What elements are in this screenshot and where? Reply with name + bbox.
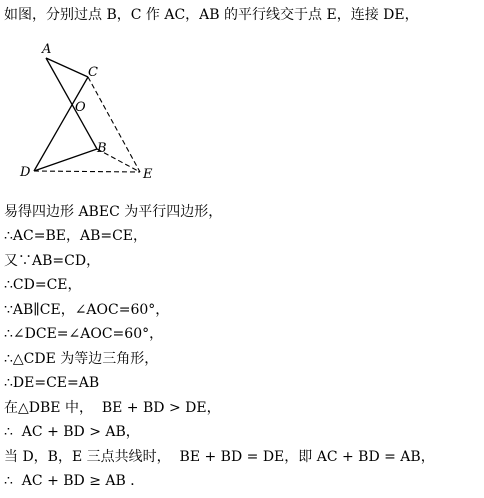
proof-line: ∴AC=BE，AB=CE， [4,228,148,244]
proof-line: ∴ AC + BD > AB， [4,424,140,440]
segment-db [34,149,97,171]
segment-cd [34,77,88,171]
label-o: O [75,100,86,115]
proof-line: ∴DE=CE=AB [4,375,100,391]
proof-line: ∴ AC + BD ≥ AB ． [4,473,145,489]
label-b: B [97,141,107,156]
proof-line: ∴CD=CE， [4,277,82,293]
label-c: C [88,65,98,80]
segment-ac [46,58,88,77]
proof-line: 易得四边形 ABEC 为平行四边形， [4,204,223,220]
proof-line: ∴∠DCE=∠AOC=60°， [4,326,164,342]
label-d: D [20,165,31,180]
proof-line: ∵AB∥CE，∠AOC=60°， [4,302,170,318]
label-e: E [143,167,153,182]
proof-line: 在△DBE 中， BE + BD > DE， [4,400,221,416]
proof-line: ∴△CDE 为等边三角形， [4,351,159,367]
intro-text: 如图，分别过点 B，C 作 AC，AB 的平行线交于点 E，连接 DE， [4,7,419,23]
proof-line: 又∵AB=CD， [4,253,101,269]
segment-de-dashed [34,171,140,172]
proof-line: 当 D，B，E 三点共线时， BE + BD = DE，即 AC + BD = AB， [4,449,435,465]
label-a: A [42,42,52,57]
geometry-figure [0,0,484,200]
